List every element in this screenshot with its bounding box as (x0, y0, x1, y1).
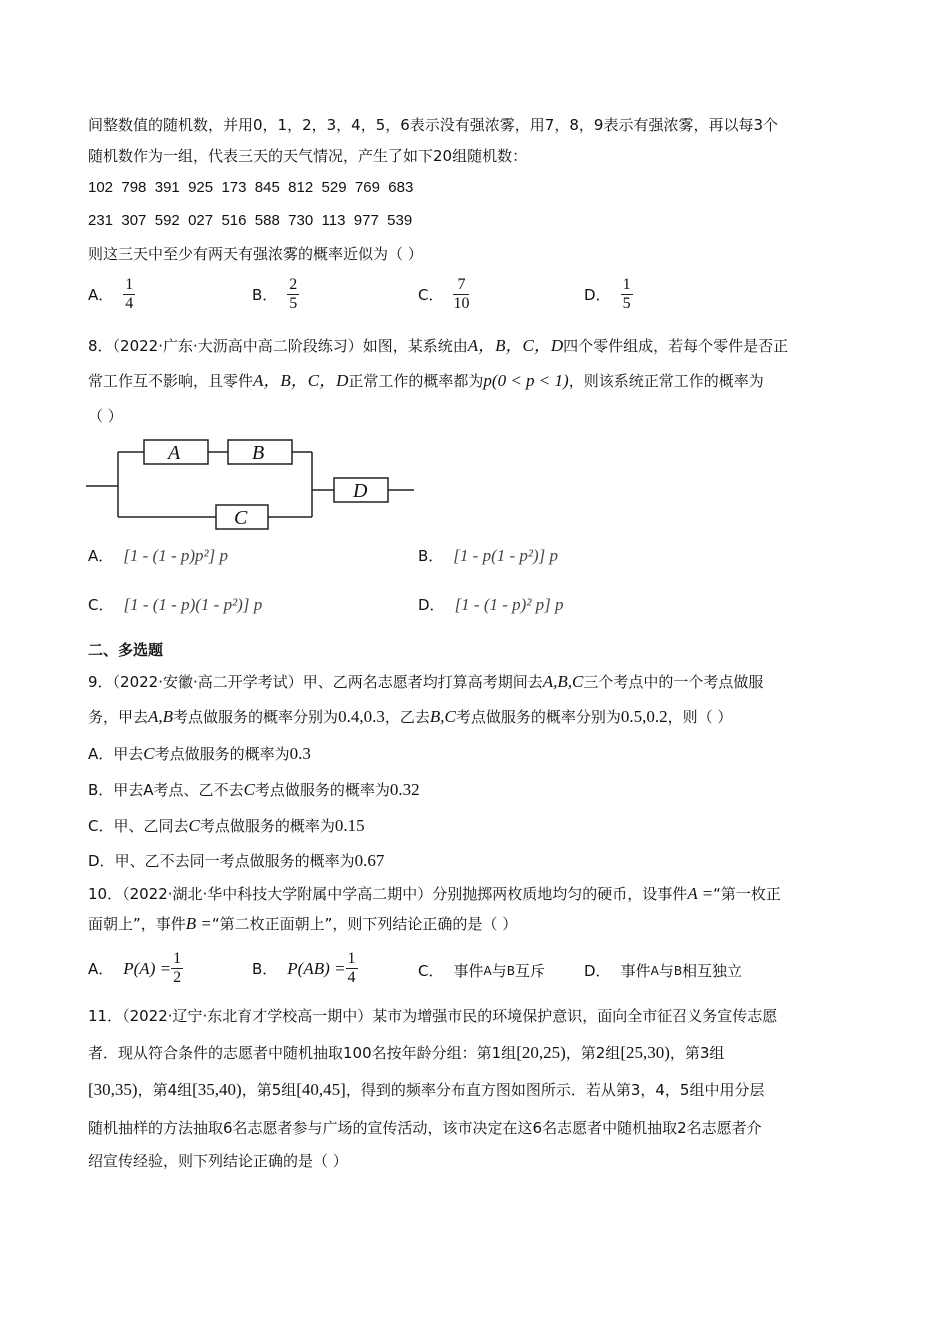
q7-line1: 间整数值的随机数，并用0，1，2，3，4，5，6表示没有强浓雾，用7，8，9表示有强浓雾，再以每3个 (88, 116, 778, 134)
q11-line4: 随机抽样的方法抽取6名志愿者参与广场的宣传活动，该市决定在这6名志愿者中随机抽取2名志愿者介 (88, 1119, 762, 1137)
q10-option-c[interactable]: C． 事件 A 与 B 互斥 (418, 962, 545, 980)
q9-option-a[interactable]: A．甲去C考点做服务的概率为0.3 (88, 744, 311, 763)
q11-line5: 绍宣传经验，则下列结论正确的是（ ） (88, 1152, 348, 1170)
q11-line1: 11．（2022·辽宁·东北育才学校高一期中）某市为增强市民的环境保护意识，面向全市征召义务宣传志愿 (88, 1007, 778, 1025)
q8-line2: 常工作互不影响，且零件A，B，C，D正常工作的概率都为p(0 < p < 1)，则该系统正常工作的概率为 (88, 371, 764, 390)
q9-line1: 9．（2022·安徽·高二开学考试）甲、乙两名志愿者均打算高考期间去A,B,C三个考点中的一个考点做服 (88, 672, 764, 691)
q7-option-d[interactable]: D． $\frac{1}{5}$ (584, 276, 631, 312)
component-c: C (234, 507, 248, 529)
q7-option-b[interactable]: B． $\frac{2}{5}$ (252, 276, 298, 312)
q9-line2: 务，甲去A,B考点做服务的概率分别为0.4,0.3，乙去B,C考点做服务的概率分别为0.5,0.2，则（ ） (88, 707, 733, 726)
q10-line1: 10．（2022·湖北·华中科技大学附属中学高二期中）分别抛掷两枚质地均匀的硬币，设事件A =“第一枚正 (88, 884, 781, 903)
q8-option-b[interactable]: B． [1 - p(1 - p²)] p (418, 545, 559, 565)
q7-line2: 随机数作为一组，代表三天的天气情况，产生了如下20组随机数： (88, 147, 528, 165)
fraction: $\frac{1}{4}$ (125, 276, 134, 312)
fraction: $\frac{1}{5}$ (622, 276, 631, 312)
q7-random-row2: 231 307 592 027 516 588 730 113 977 539 (88, 212, 413, 229)
q9-option-c[interactable]: C．甲、乙同去C考点做服务的概率为0.15 (88, 816, 365, 835)
q7-line3: 则这三天中至少有两天有强浓雾的概率近似为（ ） (88, 245, 423, 263)
fraction: $\frac{1}{2}$ (173, 950, 182, 986)
circuit-diagram (86, 434, 416, 534)
component-b: B (252, 442, 265, 464)
q7-option-c[interactable]: C． $\frac{7}{10}$ (418, 276, 470, 312)
q11-line3: [30,35)，第4组[35,40)，第5组[40,45]，得到的频率分布直方图如图所示．若从第3，4，5组中用分层 (88, 1080, 765, 1099)
q8-option-a[interactable]: A． [1 - (1 - p)p²] p (88, 545, 228, 565)
section-heading: 二、多选题 (88, 641, 164, 659)
component-a: A (168, 442, 181, 464)
q10-option-b[interactable]: B． P(AB) = $\frac{1}{4}$ (252, 950, 356, 986)
q9-option-d[interactable]: D．甲、乙不去同一考点做服务的概率为0.67 (88, 851, 385, 870)
component-d: D (353, 480, 368, 502)
q11-line2: 者．现从符合条件的志愿者中随机抽取100名按年龄分组：第1组[20,25)，第2组[25,30)，第3组 (88, 1043, 725, 1062)
q10-option-d[interactable]: D． 事件 A 与 B 相互独立 (584, 962, 743, 980)
q7-random-row1: 102 798 391 925 173 845 812 529 769 683 (88, 179, 414, 196)
q8-line3: （ ） (88, 407, 123, 425)
fraction: $\frac{7}{10}$ (453, 276, 470, 312)
q7-option-a[interactable]: A． $\frac{1}{4}$ (88, 276, 134, 312)
fraction: $\frac{1}{4}$ (347, 950, 356, 986)
q8-option-c[interactable]: C． [1 - (1 - p)(1 - p²)] p (88, 594, 263, 614)
q9-option-b[interactable]: B．甲去A考点、乙不去C考点做服务的概率为0.32 (88, 780, 420, 799)
fraction: $\frac{2}{5}$ (289, 276, 298, 312)
q8-line1: 8．（2022·广东·大沥高中高二阶段练习）如图，某系统由A，B，C，D四个零件组成，若每个零件是否正 (88, 336, 789, 355)
q10-option-a[interactable]: A． P(A) = $\frac{1}{2}$ (88, 950, 182, 986)
q10-line2: 面朝上”，事件B =“第二枚正面朝上”，则下列结论正确的是（ ） (88, 914, 518, 933)
q8-option-d[interactable]: D． [1 - (1 - p)² p] p (418, 594, 564, 614)
